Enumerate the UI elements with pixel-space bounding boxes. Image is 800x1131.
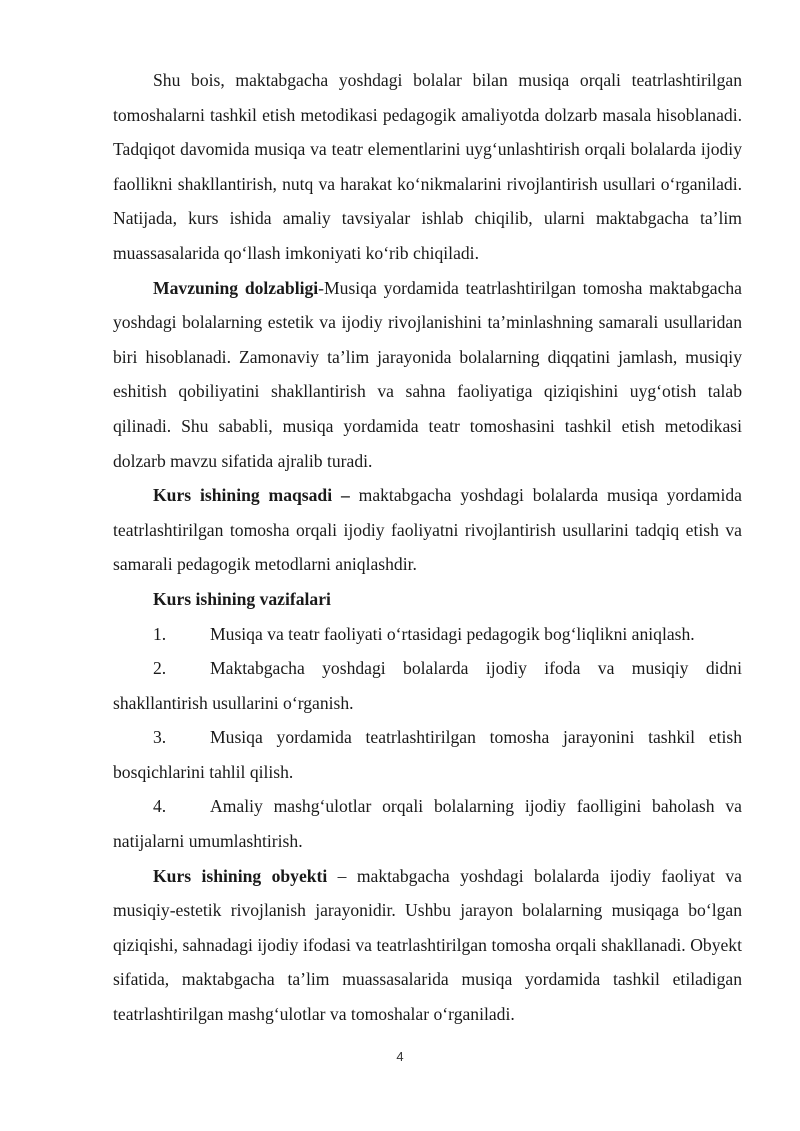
tasks-heading: Kurs ishining vazifalari xyxy=(153,588,331,609)
task-item-3 xyxy=(113,720,742,789)
relevance-label: Mavzuning dolzabligi xyxy=(153,277,319,298)
task-text: Musiqa va teatr faoliyati o‘rtasidagi pedagogik bog‘liqlikni aniqlash. xyxy=(210,623,695,644)
goal-label: Kurs ishining maqsadi – xyxy=(153,485,350,506)
task-text: Musiqa yordamida teatrlashtirilgan tomosha jarayonini tashkil etish bosqichlarini tahlil qilish. xyxy=(113,727,742,782)
document-page xyxy=(113,63,742,1032)
object-paragraph xyxy=(113,859,742,1032)
task-number: 4. xyxy=(153,796,167,817)
task-item-2 xyxy=(113,651,742,720)
task-item-4 xyxy=(113,789,742,858)
task-text: Amaliy mashg‘ulotlar orqali bolalarning ijodiy faolligini baholash va natijalarni umumlashtirish. xyxy=(113,796,742,852)
task-text: Maktabgacha yoshdagi bolalarda ijodiy ifoda va musiqiy didni shakllantirish usullarini o‘rganish. xyxy=(113,658,742,713)
relevance-paragraph xyxy=(113,271,742,479)
object-text: – maktabgacha yoshdagi bolalarda ijodiy faoliyat va musiqiy-estetik rivojlanish jarayonidir. Ushbu jarayon bolalarning musiqaga bo‘lgan qiziqishi, sahnadagi ijodiy ifodasi va teatrlashtirilgan tomosha orqali shakllanadi. Obyekt sifatida, maktabgacha ta’lim muassasalarida musiqa yordamida tashkil etiladigan teatrlashtirilgan mashg‘ulotlar va tomoshalar o‘rganiladi. xyxy=(113,865,742,1025)
task-item-1 xyxy=(113,617,742,652)
page-number: 4 xyxy=(396,1049,404,1064)
task-number: 1. xyxy=(153,623,167,644)
goal-paragraph xyxy=(113,478,742,582)
task-number: 2. xyxy=(153,658,167,679)
goal-text: maktabgacha yoshdagi bolalarda musiqa yordamida teatrlashtirilgan tomosha orqali ijodiy faoliyatni rivojlantirish usullarini tadqiq etish va samarali pedagogik metodlarni aniqlashdir. xyxy=(113,485,742,575)
intro-paragraph: Shu bois, maktabgacha yoshdagi bolalar bilan musiqa orqali teatrlashtirilgan tomoshalarni tashkil etish metodikasi pedagogik amaliyotda dolzarb masala hisoblanadi. Tadqiqot davomida musiqa va teatr elementlarini uyg‘unlashtirish orqali bolalarda ijodiy faollikni shakllantirish, nutq va harakat ko‘nikmalarini rivojlantirish usullari o‘rganiladi. Natijada, kurs ishida amaliy tavsiyalar ishlab chiqilib, ularni maktabgacha ta’lim muassasalarida qo‘llash imkoniyati ko‘rib chiqiladi. xyxy=(113,70,742,263)
relevance-text: -Musiqa yordamida teatrlashtirilgan tomosha maktabgacha yoshdagi bolalarning estetik va ijodiy rivojlanishini ta’minlashning samarali usullaridan biri hisoblanadi. Zamonaviy ta’lim jarayonida bolalarning diqqatini jamlash, musiqiy eshitish qobiliyatini shakllantirish va sahna faoliyatiga qiziqishini uyg‘otish talab qilinadi. Shu sababli, musiqa yordamida teatr tomoshasini tashkil etish metodikasi dolzarb mavzu sifatida ajralib turadi. xyxy=(113,277,742,471)
object-label: Kurs ishining obyekti xyxy=(153,865,328,886)
task-number: 3. xyxy=(153,727,167,748)
